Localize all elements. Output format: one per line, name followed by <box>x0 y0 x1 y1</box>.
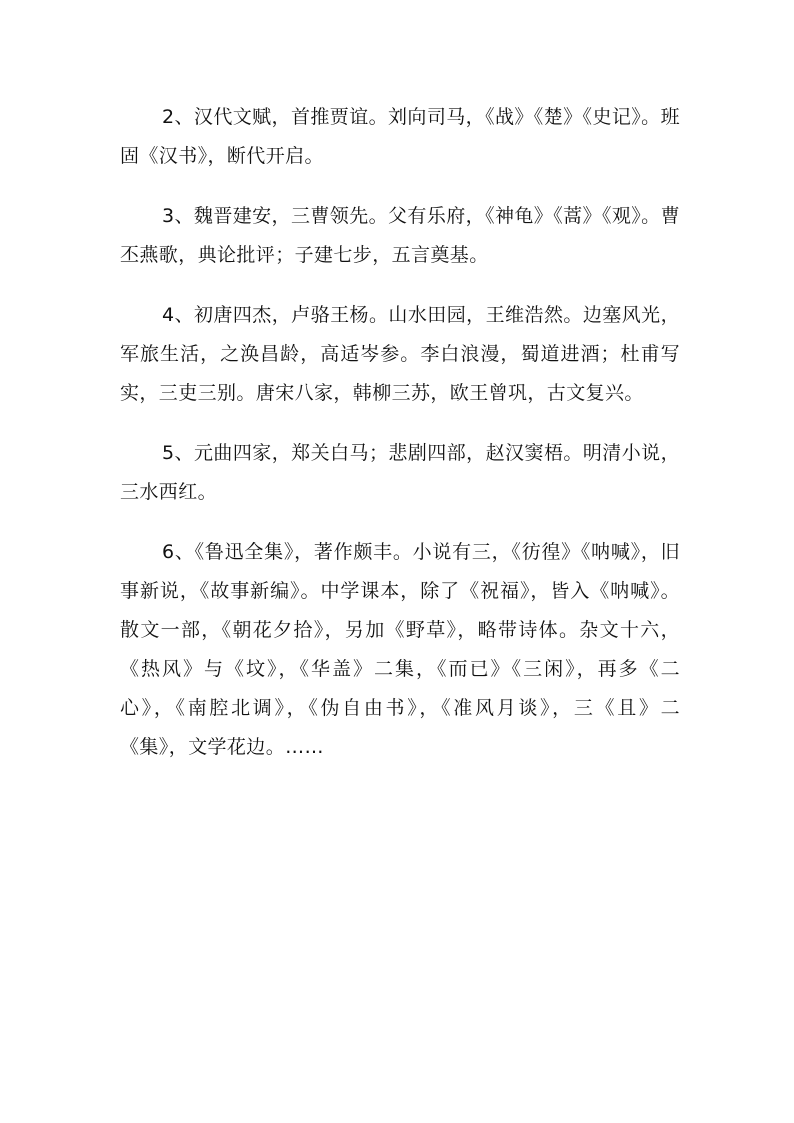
paragraph-wei-jin: 3、魏晋建安，三曹领先。父有乐府，《神龟》《蒿》《观》。曹丕燕歌，典论批评；子建七步，五言奠基。 <box>120 205 680 266</box>
paragraph-tang-dynasty: 4、初唐四杰，卢骆王杨。山水田园，王维浩然。边塞风光，军旅生活，之涣昌龄，高适岑参。李白浪漫，蜀道进酒；杜甫写实，三吏三别。唐宋八家，韩柳三苏，欧王曾巩，古文复兴。 <box>120 304 680 404</box>
paragraph-han-dynasty: 2、汉代文赋，首推贾谊。刘向司马，《战》《楚》《史记》。班固《汉书》，断代开启。 <box>120 106 680 167</box>
paragraph-yuan-ming-qing: 5、元曲四家，郑关白马；悲剧四部，赵汉窦梧。明清小说，三水西红。 <box>120 442 680 503</box>
paragraph-lu-xun: 6、《鲁迅全集》，著作颇丰。小说有三，《彷徨》《呐喊》，旧事新说，《故事新编》。中学课本，除了《祝福》，皆入《呐喊》。散文一部，《朝花夕拾》，另加《野草》，略带诗体。杂文十六，《热风》与《坟》，《华盖》二集，《而已》《三闲》，再多《二心》，《南腔北调》，《伪自由书》，《准风月谈》，三《且》二《集》，文学花边。…… <box>120 541 680 758</box>
document-body <box>120 98 680 788</box>
